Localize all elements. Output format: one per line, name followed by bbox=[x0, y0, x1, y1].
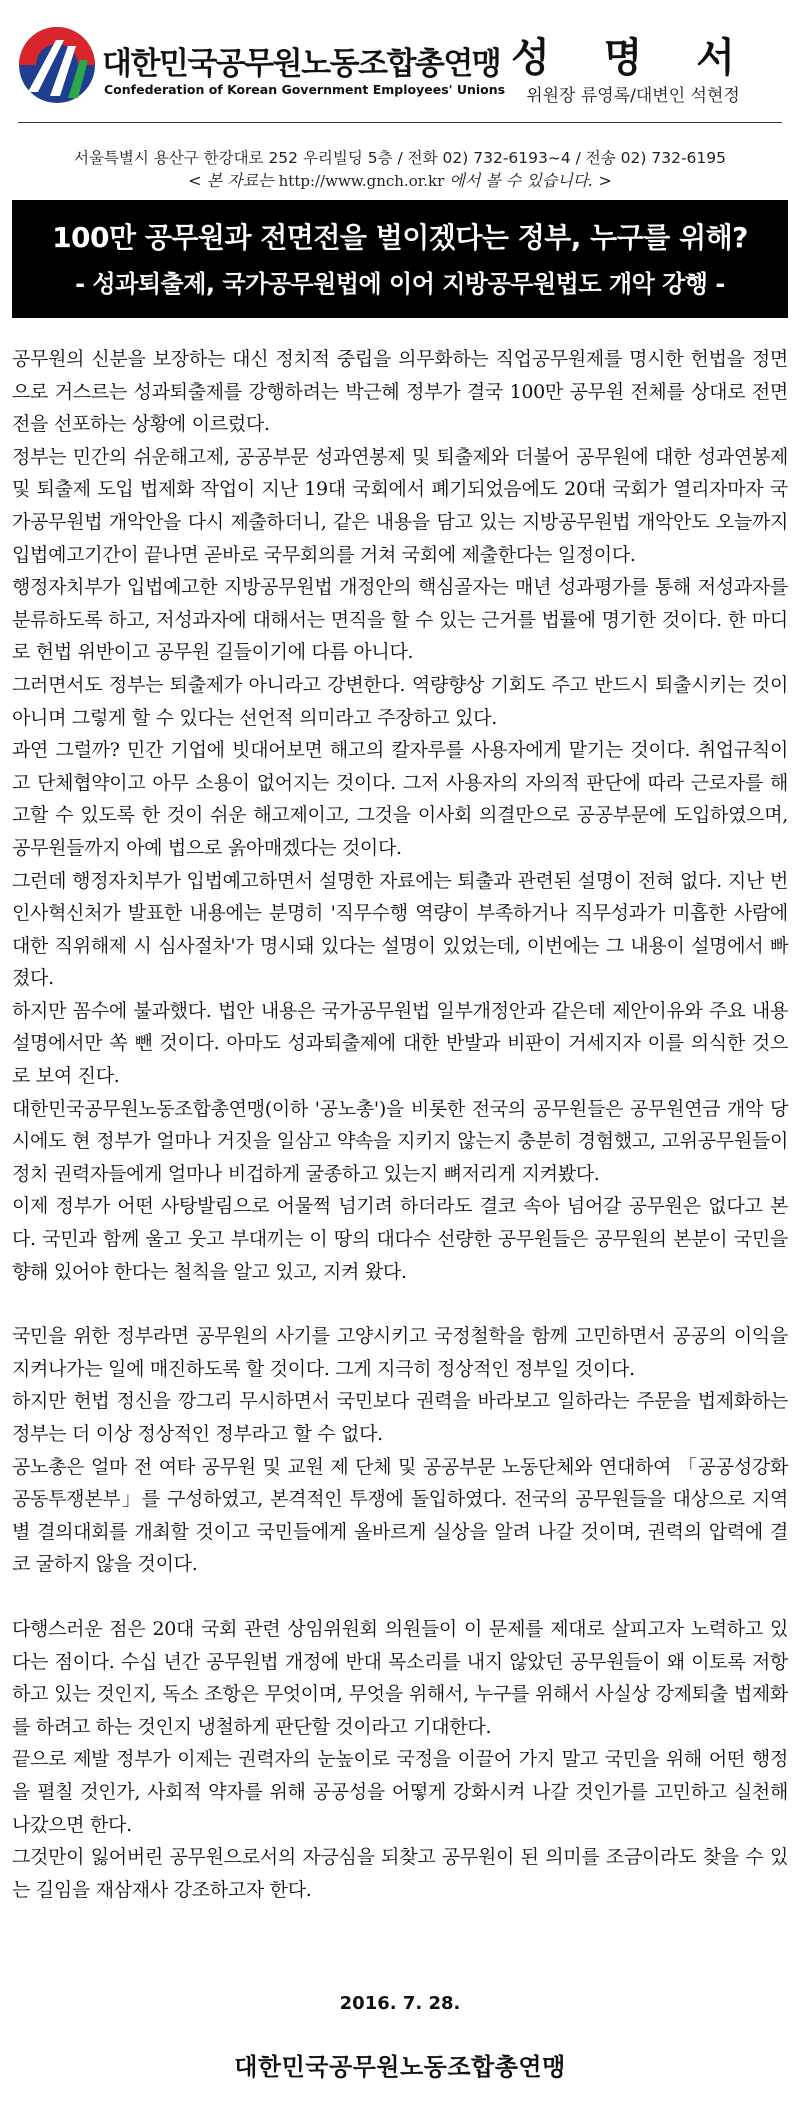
statement-body bbox=[12, 343, 788, 1906]
body-paragraph: 정부는 민간의 쉬운해고제, 공공부문 성과연봉제 및 퇴출제와 더불어 공무원에 대한 성과연봉제 및 퇴출제 도입 법제화 작업이 지난 19대 국회에서 폐기되었음에도 20대 국회가 열리자마자 국가공무원법 개악안을 다시 제출하더니, 같은 내용을 담고 있는 지방공무원법 개악안도 오늘까지 입법예고기간이 끝나면 곧바로 국무회의를 거쳐 국회에 제출한다는 일정이다. bbox=[12, 445, 788, 566]
website-prefix: < 본 자료는 bbox=[188, 171, 274, 190]
body-paragraph: 끝으로 제발 정부가 이제는 권력자의 눈높이로 국정을 이끌어 가지 말고 국민을 위해 어떤 행정을 펼칠 것인가, 사회적 약자를 위해 공공성을 어떻게 강화시켜 나갈 것인가를 고민하고 실천해 나갔으면 한다. bbox=[12, 1748, 788, 1836]
body-paragraph: 하지만 헌법 정신을 깡그리 무시하면서 국민보다 권력을 바라보고 일하라는 주문을 법제화하는 정부는 더 이상 정상적인 정부라고 할 수 없다. bbox=[12, 1390, 788, 1445]
document-type-title: 성 명 서 bbox=[511, 35, 755, 81]
body-paragraph: 그러면서도 정부는 퇴출제가 아니라고 강변한다. 역량향상 기회도 주고 반드시 퇴출시키는 것이 아니며 그렇게 할 수 있다는 선언적 의미라고 주장하고 있다. bbox=[12, 673, 788, 729]
body-paragraph: 행정자치부가 입법예고한 지방공무원법 개정안의 핵심골자는 매년 성과평가를 통해 저성과자를 분류하도록 하고, 저성과자에 대해서는 면직을 할 수 있는 근거를 법률에 명기한 것이다. 한 마디로 헌법 위반이고 공무원 길들이기에 다름 아니다. bbox=[12, 576, 788, 664]
contact-line: 서울특별시 용산구 한강대로 252 우리빌딩 5층 / 전화 02) 732-6193~4 / 전송 02) 732-6195 bbox=[73, 149, 726, 167]
statement-date: 2016. 7. 28. bbox=[339, 1993, 461, 2014]
body-paragraph: 하지만 꼼수에 불과했다. 법안 내용은 국가공무원법 일부개정안과 같은데 제안이유와 주요 내용 설명에서만 쏙 뺀 것이다. 아마도 성과퇴출제에 대한 반발과 비판이 거세지자 이를 의식한 것으로 보여 진다. bbox=[12, 999, 788, 1088]
document-header bbox=[18, 26, 782, 106]
header-divider bbox=[18, 122, 782, 123]
body-paragraph: 다행스러운 점은 20대 국회 관련 상임위원회 의원들이 이 문제를 제대로 살피고자 노력하고 있다는 점이다. 수십 년간 공무원법 개정에 반대 목소리를 내지 않았던 공무원들이 왜 이토록 저항하고 있는 것인지, 독소 조항은 무엇이며, 무엇을 위해서, 누구를 위해서 사실상 강제퇴출 법제화를 하려고 하는 것인지 냉철하게 판단할 것이라고 기대한다. bbox=[12, 1617, 788, 1738]
headline-banner bbox=[12, 200, 788, 318]
union-logo-icon bbox=[18, 26, 96, 104]
leaders-line: 위원장 류영록/대변인 석현정 bbox=[526, 86, 740, 106]
body-paragraph: 그것만이 잃어버린 공무원으로서의 자긍심을 되찾고 공무원이 된 의미를 조금이라도 찾을 수 있는 길임을 재삼재사 강조하고자 한다. bbox=[12, 1846, 788, 1901]
body-paragraph: 이제 정부가 어떤 사탕발림으로 어물쩍 넘기려 하더라도 결코 속아 넘어갈 공무원은 없다고 본다. 국민과 함께 울고 웃고 부대끼는 이 땅의 대다수 선량한 공무원들은 공무원의 본분이 국민을 향해 있어야 한다는 철칙을 알고 있고, 지켜 왔다. bbox=[12, 1195, 788, 1283]
body-paragraph: 과연 그럴까? 민간 기업에 빗대어보면 해고의 칼자루를 사용자에게 맡기는 것이다. 취업규칙이고 단체협약이고 아무 소용이 없어지는 것이다. 그저 사용자의 자의적 판단에 따라 근로자를 해고할 수 있도록 한 것이 쉬운 해고제이고, 그것을 이사회 의결만으로 공공부문에 도입하였으며, 공무원들까지 아예 법으로 옭아매겠다는 것이다. bbox=[12, 739, 788, 859]
body-paragraph: 공노총은 얼마 전 여타 공무원 및 교원 제 단체 및 공공부문 노동단체와 연대하여 「공공성강화 공동투쟁본부」를 구성하였고, 본격적인 투쟁에 돌입하였다. 전국의 공무원들을 대상으로 지역별 결의대회를 개최할 것이고 국민들에게 올바르게 실상을 알려 나갈 것이며, 권력의 압력에 결코 굴하지 않을 것이다. bbox=[12, 1455, 788, 1576]
headline-subtitle: - 성과퇴출제, 국가공무원법에 이어 지방공무원법도 개악 강행 - bbox=[75, 270, 725, 298]
org-name-korean: 대한민국공무원노동조합총연맹 bbox=[102, 46, 501, 82]
headline-title: 100만 공무원과 전면전을 벌이겠다는 정부, 누구를 위해? bbox=[52, 221, 748, 254]
body-paragraph: 대한민국공무원노동조합총연맹(이하 '공노총')을 비롯한 전국의 공무원들은 공무원연금 개악 당시에도 현 정부가 얼마나 거짓을 일삼고 약속을 지키지 않는지 충분히 경험했고, 고위공무원들이 정치 권력자들에게 얼마나 비겁하게 굴종하고 있는지 뼈저리게 지켜봤다. bbox=[12, 1097, 788, 1185]
org-name-english: Confederation of Korean Government Employees' Unions bbox=[104, 82, 506, 97]
body-paragraph: 그런데 행정자치부가 입법예고하면서 설명한 자료에는 퇴출과 관련된 설명이 전혀 없다. 지난 번 인사혁신처가 발표한 내용에는 분명히 '직무수행 역량이 부족하거나 직무성과가 미흡한 사람에 대한 직위해제 시 심사절차'가 명시돼 있다는 설명이 있었는데, 이번에는 그 내용이 설명에서 빠졌다. bbox=[12, 869, 788, 990]
website-link[interactable]: http://www.gnch.or.kr bbox=[278, 172, 445, 190]
body-paragraph: 공무원의 신분을 보장하는 대신 정치적 중립을 의무화하는 직업공무원제를 명시한 헌법을 정면으로 거스르는 성과퇴출제를 강행하려는 박근혜 정부가 결국 100만 공무원 전체를 상대로 전면전을 선포하는 상황에 이르렀다. bbox=[12, 348, 788, 436]
body-paragraph: 국민을 위한 정부라면 공무원의 사기를 고양시키고 국정철학을 함께 고민하면서 공공의 이익을 지켜나가는 일에 매진하도록 할 것이다. 그게 지극히 정상적인 정부일 것이다. bbox=[12, 1325, 788, 1380]
statement-signature: 대한민국공무원노동조합총연맹 bbox=[234, 2053, 566, 2081]
website-notice bbox=[18, 168, 782, 191]
website-suffix: 에서 볼 수 있습니다. > bbox=[449, 171, 612, 190]
